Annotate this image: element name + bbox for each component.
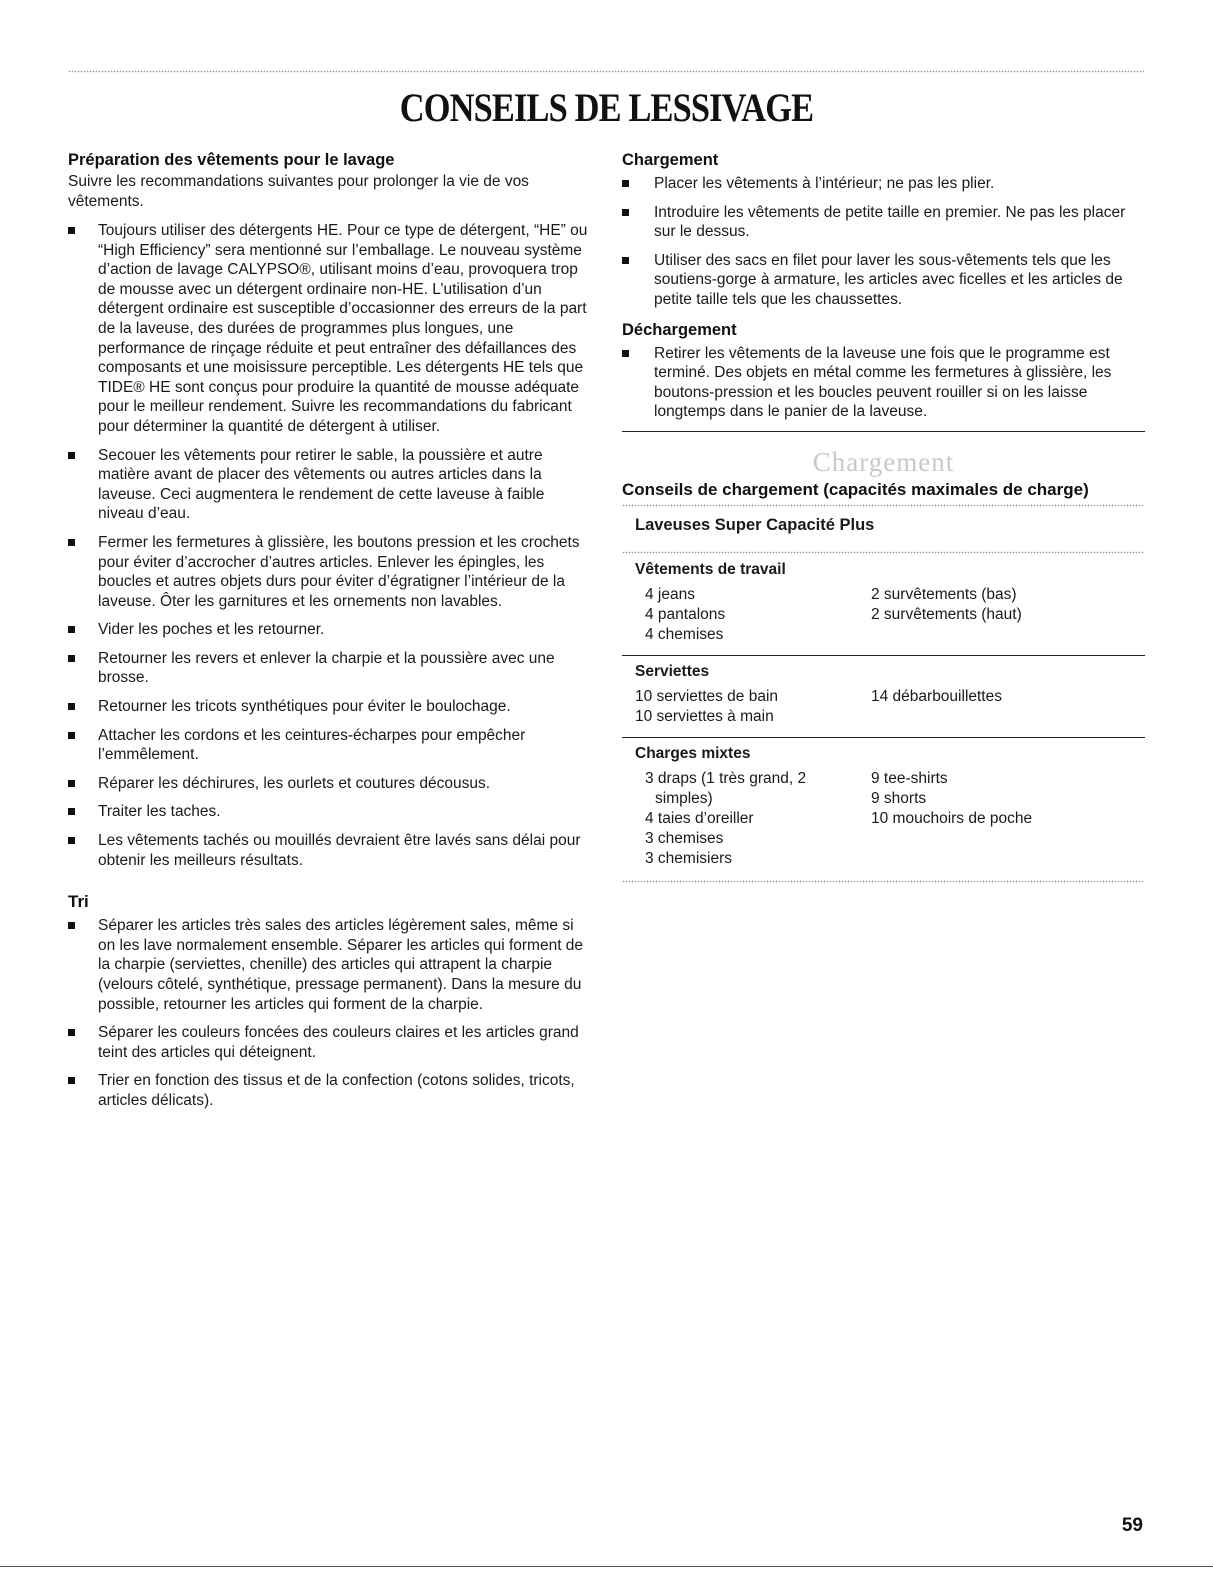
- load-item: 10 serviettes à main: [635, 707, 774, 725]
- bullet-icon: [68, 922, 75, 929]
- bullet-icon: [622, 209, 629, 216]
- chargement-list: [622, 174, 1145, 310]
- load-item: 10 serviettes de bain: [635, 687, 779, 705]
- list-item: Séparer les couleurs foncées des couleurs claires et les articles grand teint des articles qui déteignent.: [68, 1023, 588, 1062]
- dechargement-heading: Déchargement: [622, 320, 737, 339]
- preparation-heading: Préparation des vêtements pour le lavage: [68, 151, 395, 169]
- category-grid: [635, 769, 1145, 869]
- category-heading: Serviettes: [635, 662, 710, 680]
- category-heading: Vêtements de travail: [635, 560, 786, 578]
- chargement-heading: Chargement: [622, 151, 719, 169]
- load-item: 2 survêtements (haut): [871, 605, 1022, 623]
- list-item: Introduire les vêtements de petite taille en premier. Ne pas les placer sur le dessus.: [622, 203, 1145, 242]
- preparation-list: [68, 221, 588, 870]
- bottom-rule: [0, 1566, 1213, 1567]
- bullet-icon: [68, 808, 75, 815]
- bullet-icon: [68, 732, 75, 739]
- top-dotted-rule: [68, 70, 1145, 73]
- dotted-rule: [622, 551, 1145, 554]
- category-towels: [622, 662, 1145, 727]
- list-item: Retirer les vêtements de la laveuse une fois que le programme est terminé. Des objets en métal comme les fermetures à glissière, les boutons-pression et les boucles peuvent rouiller si on les laisse longtemps dans le panier de la laveuse.: [622, 344, 1145, 422]
- tri-heading: Tri: [68, 892, 89, 912]
- list-item: Placer les vêtements à l’intérieur; ne pas les plier.: [622, 174, 1145, 194]
- load-item: 3 chemisiers: [645, 849, 732, 867]
- bullet-icon: [68, 626, 75, 633]
- load-item: 9 tee-shirts: [871, 769, 948, 787]
- list-item: Utiliser des sacs en filet pour laver les sous-vêtements tels que les soutiens-gorge à armature, les articles avec ficelles et les articles de petite taille tels que les chaussettes.: [622, 251, 1145, 310]
- left-column: [68, 150, 588, 1120]
- dotted-rule: [622, 504, 1145, 507]
- bullet-icon: [68, 780, 75, 787]
- dechargement-list: [622, 344, 1145, 422]
- bullet-icon: [68, 837, 75, 844]
- category-work-clothes: [622, 560, 1145, 645]
- bullet-icon: [68, 539, 75, 546]
- list-item: Retourner les tricots synthétiques pour éviter le boulochage.: [68, 697, 588, 717]
- bullet-icon: [622, 257, 629, 264]
- section-load-tips: [622, 447, 1145, 883]
- bullet-icon: [68, 1077, 75, 1084]
- list-item: Séparer les articles très sales des articles légèrement sales, même si on les lave normalement ensemble. Séparer les articles qui forment de la charpie (serviettes, chenille) des articles qui attrapent la charpie (velours côtelé, synthétique, pressage permanent). Dans la mesure du possible, retourner les articles qui forment de la charpie.: [68, 916, 588, 1014]
- section-preparation: [68, 150, 588, 870]
- load-tips-title: Conseils de chargement (capacités maximales de charge): [622, 479, 1089, 499]
- washer-type-heading: Laveuses Super Capacité Plus: [635, 515, 875, 534]
- list-item: Trier en fonction des tissus et de la confection (cotons solides, tricots, articles délicats).: [68, 1071, 588, 1110]
- list-item: Réparer les déchirures, les ourlets et coutures décousus.: [68, 774, 588, 794]
- list-item: Attacher les cordons et les ceintures-écharpes pour empêcher l’emmêlement.: [68, 726, 588, 765]
- category-divider: [622, 655, 1145, 656]
- bullet-icon: [68, 452, 75, 459]
- load-item: 3 draps (1 très grand, 2: [645, 769, 807, 787]
- preparation-intro: Suivre les recommandations suivantes pour prolonger la vie de vos vêtements.: [68, 173, 529, 210]
- dotted-rule: [622, 880, 1145, 883]
- section-chargement: [622, 150, 1145, 310]
- category-grid: [635, 585, 1145, 645]
- list-item: Traiter les taches.: [68, 802, 588, 822]
- load-item: 10 mouchoirs de poche: [871, 809, 1033, 827]
- list-item: Les vêtements tachés ou mouillés devraient être lavés sans délai pour obtenir les meilleurs résultats.: [68, 831, 588, 870]
- list-item: Retourner les revers et enlever la charpie et la poussière avec une brosse.: [68, 649, 588, 688]
- page-title: CONSEILS DE LESSIVAGE: [399, 85, 814, 130]
- list-item: Secouer les vêtements pour retirer le sable, la poussière et autre matière avant de placer des vêtements ou autres articles dans la laveuse. Ceci augmentera le rendement de cette laveuse à faible niveau d’eau.: [68, 446, 588, 524]
- category-grid: [635, 687, 1145, 727]
- bullet-icon: [622, 350, 629, 357]
- bullet-icon: [622, 180, 629, 187]
- section-dechargement: [622, 320, 1145, 422]
- load-item: simples): [655, 789, 713, 807]
- right-column: [622, 150, 1145, 883]
- bullet-icon: [68, 655, 75, 662]
- list-item: Toujours utiliser des détergents HE. Pour ce type de détergent, “HE” ou “High Efficiency” sera mentionné sur l’emballage. Le nouveau système d’action de lavage CALYPSO®, utilisant moins d’eau, provoquera trop de mousse avec un détergent ordinaire non-HE. L’utilisation d’un détergent ordinaire est susceptible d’occasionner des erreurs de la part de la laveuse, des durées de programmes plus longues, une performance de rinçage réduite et peut entraîner des défaillances des composants et une moisissure perceptible. Les détergents HE tels que TIDE® HE sont conçus pour produire la quantité de mousse adéquate pour le meilleur rendement. Suivre les recommandations du fabricant pour déterminer la quantité de détergent à utiliser.: [68, 221, 588, 437]
- category-mixed-loads: [622, 744, 1145, 869]
- load-item: 2 survêtements (bas): [871, 585, 1017, 603]
- load-item: 4 chemises: [645, 625, 724, 643]
- bullet-icon: [68, 1029, 75, 1036]
- banner-heading: Chargement: [812, 446, 955, 477]
- list-item: Fermer les fermetures à glissière, les boutons pression et les crochets pour éviter d’accrocher d’autres articles. Enlever les épingles, les boucles et autres objets durs pour éviter d’égratigner l’intérieur de la laveuse. Ôter les garnitures et les ornements non lavables.: [68, 533, 588, 611]
- bullet-icon: [68, 227, 75, 234]
- load-item: 3 chemises: [645, 829, 724, 847]
- section-divider: [622, 431, 1145, 432]
- load-item: 14 débarbouillettes: [871, 687, 1002, 705]
- page-number: 59: [1121, 1515, 1143, 1536]
- bullet-icon: [68, 703, 75, 710]
- category-heading: Charges mixtes: [635, 744, 751, 762]
- load-item: 9 shorts: [871, 789, 927, 807]
- section-tri: [68, 892, 588, 1110]
- load-item: 4 pantalons: [645, 605, 726, 623]
- list-item: Vider les poches et les retourner.: [68, 620, 588, 640]
- load-item: 4 jeans: [645, 585, 695, 603]
- load-item: 4 taies d’oreiller: [645, 809, 754, 827]
- category-divider: [622, 737, 1145, 738]
- tri-list: [68, 916, 588, 1110]
